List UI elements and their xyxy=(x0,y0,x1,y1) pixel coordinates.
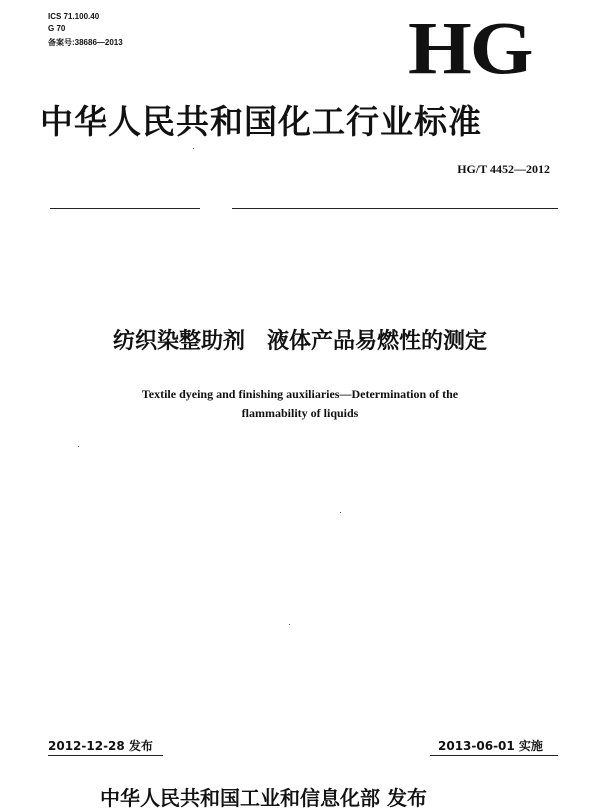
ccs-code: G 70 xyxy=(48,24,66,33)
scan-speck xyxy=(340,512,341,513)
filing-number: 备案号:38686—2013 xyxy=(48,38,123,47)
standard-category-title: 中华人民共和国化工行业标准 xyxy=(40,102,482,141)
ics-code: ICS 71.100.40 xyxy=(48,12,100,21)
release-date: 2012-12-28 发布 xyxy=(48,739,153,753)
hg-logo: HG xyxy=(408,6,532,91)
footer-divider-left xyxy=(48,755,163,756)
title-english-line-2: flammability of liquids xyxy=(241,406,359,420)
standard-number: HG/T 4452—2012 xyxy=(457,162,550,176)
effective-date: 2013-06-01 实施 xyxy=(438,739,543,753)
footer-divider-right xyxy=(430,755,558,756)
header-divider-right xyxy=(232,208,558,209)
title-chinese: 纺织染整助剂 液体产品易燃性的测定 xyxy=(112,329,487,354)
scan-speck xyxy=(289,624,290,625)
issuing-authority: 中华人民共和国工业和信息化部 发布 xyxy=(100,786,427,810)
title-english-line-1: Textile dyeing and finishing auxiliaries—Determination of the xyxy=(141,387,459,401)
header-divider-left xyxy=(50,208,200,209)
scan-speck xyxy=(193,148,194,149)
scan-speck xyxy=(78,446,79,447)
